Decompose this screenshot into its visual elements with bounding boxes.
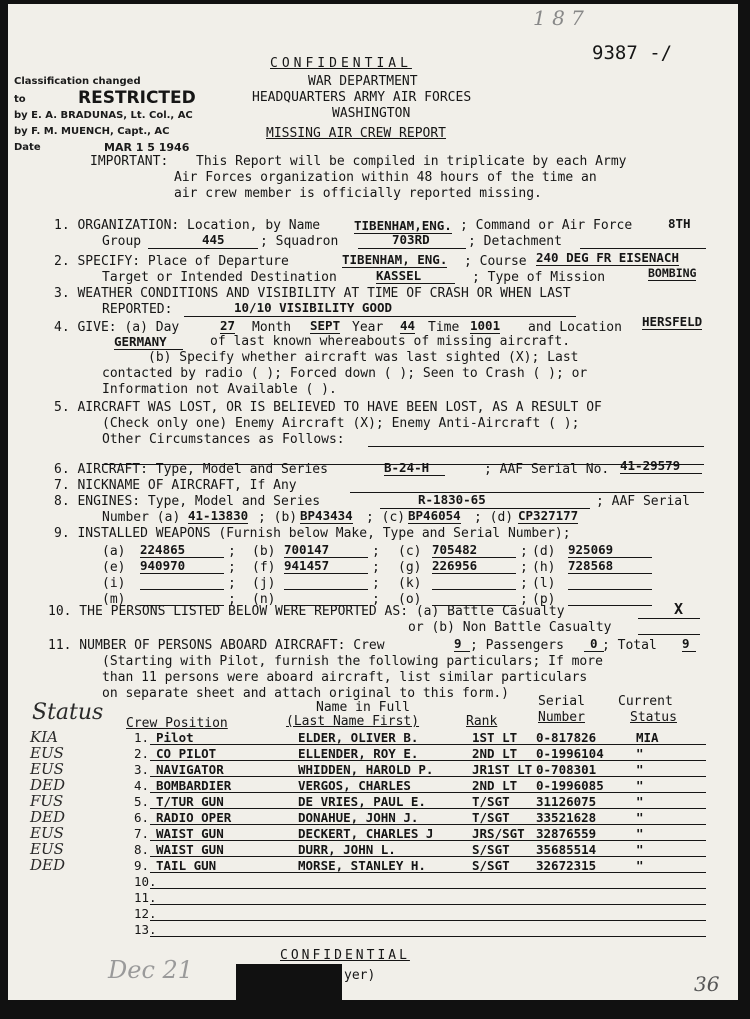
- crew-name: WHIDDEN, HAROLD P.: [298, 762, 434, 777]
- crew-hand: EUS: [30, 824, 64, 842]
- item10-nonbattle-line: [638, 634, 700, 635]
- weapon-slot-label: (d): [532, 544, 556, 559]
- document-number: 9387 -/: [592, 42, 673, 64]
- crew-serial: 33521628: [536, 810, 597, 825]
- crew-serial: 32876559: [536, 826, 597, 841]
- weapon-slot-label: (j): [252, 576, 276, 591]
- item1-label: 1. ORGANIZATION: Location, by Name: [54, 218, 321, 233]
- stamp-restricted: RESTRICTED: [78, 88, 196, 108]
- item2-target-label: Target or Intended Destination: [102, 270, 337, 285]
- crew-position: TAIL GUN: [156, 858, 217, 873]
- stamp-line-3: by E. A. BRADUNAS, Lt. Col., AC: [14, 110, 193, 121]
- crew-num: 11.: [134, 890, 157, 905]
- item8-a: 41-13830: [188, 508, 249, 523]
- stamp-line-4: by F. M. MUENCH, Capt., AC: [14, 126, 170, 137]
- item8-number-label: Number (a): [102, 510, 181, 525]
- item3-reported-label: REPORTED:: [102, 302, 173, 317]
- item1-squadron: 703RD: [392, 232, 430, 247]
- important-line-2: Air Forces organization within 48 hours of the time an: [174, 170, 597, 185]
- weapon-serial: [284, 574, 368, 590]
- crew-num: 5.: [134, 794, 150, 809]
- crew-name: DURR, JOHN L.: [298, 842, 396, 857]
- crew-row-line: [150, 808, 706, 809]
- stamp-date-label: Date: [14, 142, 41, 153]
- item4-time: 1001: [470, 318, 501, 333]
- weapon-serial: 700147: [284, 542, 368, 558]
- crew-status: ": [636, 746, 644, 761]
- crew-serial: 32672315: [536, 858, 597, 873]
- item7-line: [350, 492, 704, 493]
- crew-rank: 1ST LT: [472, 730, 518, 745]
- item1-location: TIBENHAM,ENG.: [354, 218, 452, 233]
- crew-name: ELLENDER, ROY E.: [298, 746, 419, 761]
- crew-row-line: [150, 824, 706, 825]
- item1-command-label: ; Command or Air Force: [460, 218, 633, 233]
- header-serial-2: Number: [538, 710, 585, 725]
- item1-squadron-label: ; Squadron: [260, 234, 339, 249]
- item11-passengers: 0: [584, 636, 604, 652]
- page-number: 36: [694, 972, 720, 996]
- crew-num: 10.: [134, 874, 157, 889]
- item4-month: SEPT: [310, 318, 341, 333]
- crew-row-line: [150, 840, 706, 841]
- item2-departure: TIBENHAM, ENG.: [342, 252, 448, 267]
- crew-hand: FUS: [30, 792, 64, 810]
- crew-serial: 0-708301: [536, 762, 597, 777]
- crew-rank: 2ND LT: [472, 746, 518, 761]
- crew-status: ": [636, 762, 644, 777]
- weapon-serial: 925069: [568, 542, 652, 558]
- crew-row-line: [150, 888, 706, 889]
- weapon-slot-label: (b): [252, 544, 276, 559]
- crew-rank: T/SGT: [472, 810, 510, 825]
- item8-serial-label: ; AAF Serial: [596, 494, 690, 509]
- weapon-slot-label: (k): [398, 576, 422, 591]
- crew-status: ": [636, 778, 644, 793]
- weapon-serial: [568, 574, 652, 590]
- item8-c: BP46054: [408, 508, 461, 523]
- item2-mission-label: ; Type of Mission: [472, 270, 606, 285]
- item8-d: CP327177: [518, 508, 579, 523]
- crew-status: ": [636, 826, 644, 841]
- item8-b: BP43434: [300, 508, 353, 523]
- crew-rank: S/SGT: [472, 842, 510, 857]
- weapon-separator: ;: [228, 544, 236, 559]
- crew-status: ": [636, 858, 644, 873]
- header-name-2: (Last Name First): [286, 714, 420, 729]
- important-label: IMPORTANT:: [90, 154, 169, 169]
- item2-course-label: ; Course: [464, 254, 527, 269]
- footer-partial: yer): [344, 968, 376, 983]
- item11-total: 9: [682, 636, 696, 652]
- crew-name: MORSE, STANLEY H.: [298, 858, 426, 873]
- item1-detachment-line: [580, 248, 706, 249]
- item4-b-line-1: (b) Specify whether aircraft was last sighted (X); Last: [148, 350, 579, 365]
- crew-hand: KIA: [30, 728, 58, 746]
- item6-serial: 41-29579: [620, 458, 702, 474]
- item8-b-label: ; (b): [258, 510, 298, 525]
- report-title: MISSING AIR CREW REPORT: [266, 126, 447, 141]
- weapon-serial: 940970: [140, 558, 224, 574]
- item2-course: 240 DEG FR EISENACH: [536, 250, 679, 265]
- crew-num: 13.: [134, 922, 157, 937]
- crew-rank: 2ND LT: [472, 778, 518, 793]
- weapon-slot-label: (h): [532, 560, 556, 575]
- stamp-date: MAR 1 5 1946: [104, 141, 190, 154]
- weapon-slot-label: (a): [102, 544, 126, 559]
- crew-num: 4.: [134, 778, 150, 793]
- crew-serial: 35685514: [536, 842, 597, 857]
- item1-group: 445: [202, 232, 225, 247]
- crew-hand: DED: [30, 808, 66, 826]
- weapon-serial: 224865: [140, 542, 224, 558]
- header-position: Crew Position: [126, 716, 228, 731]
- crew-hand: EUS: [30, 840, 64, 858]
- item3-weather: 10/10 VISIBILITY GOOD: [234, 300, 393, 315]
- weapon-serial: 705482: [432, 542, 516, 558]
- crew-num: 6.: [134, 810, 150, 825]
- item6-serial-label: ; AAF Serial No.: [484, 462, 610, 477]
- weapon-separator: ;: [228, 576, 236, 591]
- headquarters: HEADQUARTERS ARMY AIR FORCES: [252, 90, 472, 105]
- weapon-separator: ;: [520, 544, 528, 559]
- weapon-slot-label: (i): [102, 576, 126, 591]
- item8-label: 8. ENGINES: Type, Model and Series: [54, 494, 321, 509]
- weapon-slot-label: (g): [398, 560, 422, 575]
- weapon-serial: 941457: [284, 558, 368, 574]
- item4-location-label: and Location: [528, 320, 622, 335]
- weapon-separator: ;: [228, 592, 236, 607]
- weapon-serial: [568, 590, 652, 606]
- item11-passengers-label: ; Passengers: [470, 638, 564, 653]
- crew-serial: 0-817826: [536, 730, 597, 745]
- crew-num: 8.: [134, 842, 150, 857]
- item1-group-label: Group: [102, 234, 142, 249]
- crew-position: Pilot: [156, 730, 194, 745]
- item6-type: B-24-H: [384, 460, 445, 476]
- crew-rank: JRS/SGT: [472, 826, 525, 841]
- weapon-slot-label: (o): [398, 592, 422, 607]
- crew-rank: T/SGT: [472, 794, 510, 809]
- crew-row-line: [150, 872, 706, 873]
- item11-label: 11. NUMBER OF PERSONS ABOARD AIRCRAFT: Crew: [48, 638, 385, 653]
- item4-give-label: 4. GIVE: (a) Day: [54, 320, 180, 335]
- crew-hand: EUS: [30, 744, 64, 762]
- weapon-slot-label: (n): [252, 592, 276, 607]
- header-rank: Rank: [466, 714, 498, 729]
- weapon-slot-label: (e): [102, 560, 126, 575]
- item11-line-3: than 11 persons were aboard aircraft, list similar particulars: [102, 670, 588, 685]
- crew-status: ": [636, 794, 644, 809]
- crew-position: BOMBARDIER: [156, 778, 232, 793]
- weapon-separator: ;: [372, 560, 380, 575]
- item4-month-label: Month: [252, 320, 292, 335]
- crew-row-line: [150, 936, 706, 937]
- header-status-1: Current: [618, 694, 673, 709]
- crew-position: T/TUR GUN: [156, 794, 224, 809]
- item11-line-4: on separate sheet and attach original to this form.): [102, 686, 509, 701]
- item2-target: KASSEL: [376, 268, 455, 284]
- report-page: [8, 4, 738, 1000]
- crew-row-line: [150, 856, 706, 857]
- weapon-separator: ;: [372, 544, 380, 559]
- crew-status: ": [636, 842, 644, 857]
- handwritten-mark: 1 8 7: [533, 6, 584, 30]
- item5-line-2: (Check only one) Enemy Aircraft (X); Enemy Anti-Aircraft ( );: [102, 416, 580, 431]
- item1-squadron-line: [358, 248, 466, 249]
- stamp-to: to: [14, 94, 26, 105]
- crew-position: WAIST GUN: [156, 826, 224, 841]
- crew-row-line: [150, 904, 706, 905]
- item4-year: 44: [400, 318, 416, 333]
- crew-num: 2.: [134, 746, 150, 761]
- item11-line-2: (Starting with Pilot, furnish the following particulars; If more: [102, 654, 603, 669]
- crew-serial: 31126075: [536, 794, 597, 809]
- crew-num: 7.: [134, 826, 150, 841]
- item9-label: 9. INSTALLED WEAPONS (Furnish below Make, Type and Serial Number);: [54, 526, 571, 541]
- item7-label: 7. NICKNAME OF AIRCRAFT, If Any: [54, 478, 297, 493]
- item2-label: 2. SPECIFY: Place of Departure: [54, 254, 289, 269]
- crew-position: RADIO OPER: [156, 810, 232, 825]
- item1-group-line: [148, 248, 258, 249]
- item3-weather-line: [184, 316, 576, 317]
- item5-line: [368, 446, 704, 447]
- weapon-serial: 728568: [568, 558, 652, 574]
- crew-num: 12.: [134, 906, 157, 921]
- crew-name: VERGOS, CHARLES: [298, 778, 411, 793]
- item5-line-3: Other Circumstances as Follows:: [102, 432, 345, 447]
- crew-name: DONAHUE, JOHN J.: [298, 810, 419, 825]
- weapon-separator: ;: [520, 560, 528, 575]
- crew-rank: S/SGT: [472, 858, 510, 873]
- weapon-serial: [140, 574, 224, 590]
- item4-b-line-3: Information not Available ( ).: [102, 382, 337, 397]
- item4-last-known: of last known whereabouts of missing aircraft.: [210, 334, 571, 349]
- important-line-3: air crew member is officially reported missing.: [174, 186, 542, 201]
- weapon-separator: ;: [520, 576, 528, 591]
- crew-position: CO PILOT: [156, 746, 217, 761]
- item5-line-1: 5. AIRCRAFT WAS LOST, OR IS BELIEVED TO HAVE BEEN LOST, AS A RESULT OF: [54, 400, 602, 415]
- city: WASHINGTON: [332, 106, 411, 121]
- weapon-separator: ;: [372, 592, 380, 607]
- item4-year-label: Year: [352, 320, 384, 335]
- crew-row-line: [150, 776, 706, 777]
- crew-status: MIA: [636, 730, 659, 745]
- important-line-1: This Report will be compiled in triplicate by each Army: [196, 154, 627, 169]
- classification-top: CONFIDENTIAL: [270, 56, 412, 71]
- crew-rank: JR1ST LT: [472, 762, 533, 777]
- weapon-slot-label: (c): [398, 544, 422, 559]
- department: WAR DEPARTMENT: [308, 74, 418, 89]
- crew-name: ELDER, OLIVER B.: [298, 730, 419, 745]
- header-status-2: Status: [630, 710, 677, 725]
- crew-position: NAVIGATOR: [156, 762, 224, 777]
- handwritten-date: Dec 21: [108, 956, 194, 984]
- crew-hand: DED: [30, 776, 66, 794]
- weapon-serial: 226956: [432, 558, 516, 574]
- crew-row-line: [150, 744, 706, 745]
- classification-bottom: CONFIDENTIAL: [280, 948, 410, 963]
- crew-serial: 0-1996085: [536, 778, 604, 793]
- item10-line-1: 10. THE PERSONS LISTED BELOW WERE REPORTED AS: (a) Battle Casualty: [48, 604, 565, 619]
- weapon-slot-label: (m): [102, 592, 126, 607]
- weapon-separator: ;: [520, 592, 528, 607]
- crew-serial: 0-1996104: [536, 746, 604, 761]
- weapon-slot-label: (f): [252, 560, 276, 575]
- item10-battle-line: [638, 618, 700, 619]
- crew-hand: EUS: [30, 760, 64, 778]
- crew-hand: DED: [30, 856, 66, 874]
- crew-position: WAIST GUN: [156, 842, 224, 857]
- crew-num: 1.: [134, 730, 150, 745]
- item4-location-1: HERSFELD: [642, 314, 703, 329]
- weapon-separator: ;: [372, 576, 380, 591]
- crew-num: 9.: [134, 858, 150, 873]
- crew-name: DE VRIES, PAUL E.: [298, 794, 426, 809]
- crew-row-line: [150, 792, 706, 793]
- item3-label: 3. WEATHER CONDITIONS AND VISIBILITY AT TIME OF CRASH OR WHEN LAST: [54, 286, 571, 301]
- crew-row-line: [150, 920, 706, 921]
- scan-border: [0, 1000, 750, 1019]
- stamp-line-1: Classification changed: [14, 76, 141, 87]
- item11-total-label: ; Total: [602, 638, 657, 653]
- binding-tab: [236, 964, 342, 1000]
- item8-c-label: ; (c): [366, 510, 406, 525]
- item4-b-line-2: contacted by radio ( ); Forced down ( ); Seen to Crash ( ); or: [102, 366, 588, 381]
- weapon-slot-label: (p): [532, 592, 556, 607]
- crew-row-line: [150, 760, 706, 761]
- header-serial-1: Serial: [538, 694, 585, 709]
- header-name-1: Name in Full: [316, 700, 410, 715]
- item1-detachment-label: ; Detachment: [468, 234, 562, 249]
- item2-mission: BOMBING: [648, 266, 697, 280]
- crew-num: 3.: [134, 762, 150, 777]
- item1-command: 8TH: [668, 216, 691, 231]
- status-handwritten-header: Status: [32, 700, 104, 725]
- item10-line-2: or (b) Non Battle Casualty: [408, 620, 612, 635]
- item11-crew: 9: [454, 636, 470, 652]
- item8-model: R-1830-65: [418, 492, 486, 507]
- item6-label: 6. AIRCRAFT: Type, Model and Series: [54, 462, 328, 477]
- item8-d-label: ; (d): [474, 510, 514, 525]
- weapon-slot-label: (l): [532, 576, 556, 591]
- item4-time-label: Time: [428, 320, 460, 335]
- item4-location-2: GERMANY: [114, 334, 183, 350]
- crew-status: ": [636, 810, 644, 825]
- item10-battle: X: [674, 600, 684, 618]
- weapon-separator: ;: [228, 560, 236, 575]
- crew-name: DECKERT, CHARLES J: [298, 826, 434, 841]
- item4-day: 27: [220, 318, 236, 333]
- weapon-serial: [432, 574, 516, 590]
